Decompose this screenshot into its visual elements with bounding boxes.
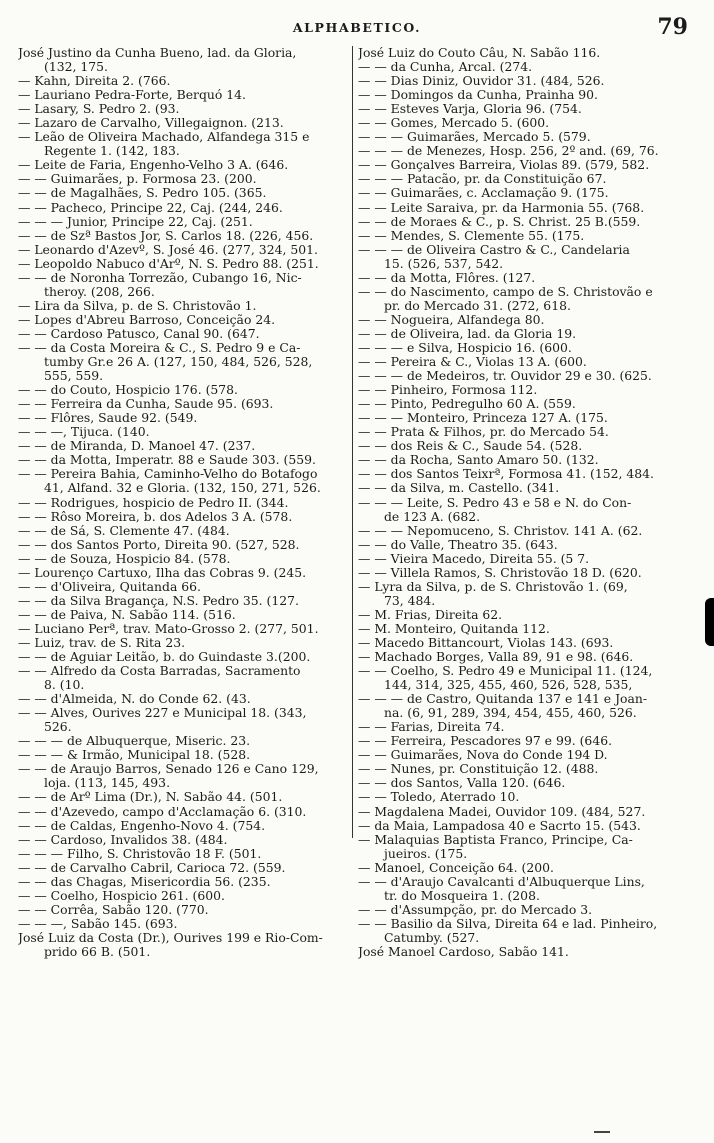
directory-entry-line: — — dos Santos, Valla 120. (646. [358,775,566,791]
directory-entry-line: — Lopes d'Abreu Barroso, Conceição 24. [18,311,276,327]
directory-entry-line: — — Guimarães, c. Acclamação 9. (175. [358,185,609,201]
directory-entry-line: — — — Leite, S. Pedro 43 e 58 e N. do Con- [358,494,632,510]
directory-entry-line: — M. Frias, Direita 62. [358,606,503,622]
directory-entry-line: — Leopoldo Nabuco d'Arº, N. S. Pedro 88. (251. [18,255,319,271]
directory-entry-line: — — Leite Saraiva, pr. da Harmonia 55. (768. [358,199,645,215]
directory-entry-line: — Machado Borges, Valla 89, 91 e 98. (646. [358,649,634,665]
directory-entry-line: — — de Araujo Barros, Senado 126 e Cano 129, [18,761,319,777]
directory-entry-line: — — de Caldas, Engenho-Novo 4. (754. [18,817,266,833]
directory-entry-line: de 123 A. (682. [384,508,481,524]
directory-entry-line: — Leite de Faria, Engenho-Velho 3 A. (646. [18,157,289,173]
directory-entry-line: José Justino da Cunha Bueno, lad. da Gloria, [18,46,297,60]
directory-entry-line: Regente 1. (142, 183. [44,143,180,159]
directory-entry-line: — — Basilio da Silva, Direita 64 e lad. Pinheiro, [358,915,658,931]
directory-entry-line: — — da Motta, Imperatr. 88 e Saude 303. (559. [18,452,316,468]
directory-entry-line: — — de Aguiar Leitão, b. do Guindaste 3.(200. [18,649,311,665]
directory-entry-line: — M. Monteiro, Quitanda 112. [358,620,550,636]
ink-mark [594,1131,610,1133]
directory-entry-line: tr. do Mosqueira 1. (208. [384,887,540,903]
directory-entry-line: — — do Couto, Hospicio 176. (578. [18,382,238,398]
running-title: ALPHABETICO. [292,20,422,35]
directory-entry-line: — — d'Assumpção, pr. do Mercado 3. [358,901,593,917]
directory-entry-line: — — do Valle, Theatro 35. (643. [358,536,558,552]
directory-entry-line: — — Guimarães, Nova do Conde 194 D. [358,747,608,763]
directory-entry-line: — — da Rocha, Santo Amaro 50. (132. [358,452,599,468]
directory-entry-line: — — Prata & Filhos, pr. do Mercado 54. [358,424,609,440]
directory-entry-line: José Luiz da Costa (Dr.), Ourives 199 e Rio-Com- [18,929,323,945]
directory-entry-line: — — — de Albuquerque, Miseric. 23. [18,733,251,749]
directory-entry-line: — — Ferreira da Cunha, Saude 95. (693. [18,396,274,412]
directory-entry-line: — — — de Menezes, Hosp. 256, 2º and. (69, 76. [358,143,659,159]
directory-entry-line: — — da Silva, m. Castello. (341. [358,480,560,496]
directory-entry-line: — — d'Araujo Cavalcanti d'Albuquerque Lins, [358,873,645,889]
directory-entry-line: 555, 559. [44,368,104,384]
directory-entry-line: — — dos Reis & C., Saude 54. (528. [358,438,583,454]
directory-entry-line: — — de Magalhães, S. Pedro 105. (365. [18,185,267,201]
directory-entry-line: — — Cardoso Patusco, Canal 90. (647. [18,325,260,341]
directory-entry-line: — — Corrêa, Sabão 120. (770. [18,901,209,917]
directory-entry-line: 15. (526, 537, 542. [384,255,504,271]
directory-entry-line: — Lira da Silva, p. de S. Christovão 1. [18,297,257,313]
page-number: 79 [657,14,688,40]
directory-entry-line: prido 66 B. (501. [44,944,151,959]
directory-entry-line: — — d'Almeida, N. do Conde 62. (43. [18,691,251,707]
directory-entry-line: jueiros. (175. [384,845,468,861]
directory-entry-line: José Manoel Cardoso, Sabão 141. [358,944,569,959]
directory-entry-line: — — Domingos da Cunha, Prainha 90. [358,87,598,103]
directory-entry-line: — — — Nepomuceno, S. Christov. 141 A. (62. [358,522,643,538]
binding-shadow-mark [705,598,714,646]
directory-entry-line: — — —, Tijuca. (140. [18,424,150,440]
directory-entry-line: — — Cardoso, Invalidos 38. (484. [18,831,228,847]
directory-entry-line: — — Pinto, Pedregulho 60 A. (559. [358,396,576,412]
directory-entry-line: (132, 175. [44,59,108,75]
directory-entry-line: — — — de Medeiros, tr. Ouvidor 29 e 30. (625. [358,368,652,384]
directory-entry-line: — — —, Sabão 145. (693. [18,915,178,931]
directory-entry-line: — Kahn, Direita 2. (766. [18,73,171,89]
directory-entry-line: — — de Noronha Torrezão, Cubango 16, Nic- [18,269,302,285]
directory-entry-line: — — — Patacão, pr. da Constituição 67. [358,171,607,187]
page-header [0,12,714,42]
directory-entry-line: — — Pereira & C., Violas 13 A. (600. [358,354,587,370]
directory-entry-line: 144, 314, 325, 455, 460, 526, 528, 535, [384,677,633,693]
directory-entry-line: — — — de Oliveira Castro & C., Candelaria [358,241,630,257]
directory-entry-line: — — de Sá, S. Clemente 47. (484. [18,522,230,538]
directory-entry-line: — — — Monteiro, Princeza 127 A. (175. [358,410,608,426]
directory-entry-line: — — Dias Diniz, Ouvidor 31. (484, 526. [358,73,605,89]
directory-entry-line: — — d'Azevedo, campo d'Acclamação 6. (310. [18,803,307,819]
directory-entry-line: — — — Junior, Principe 22, Caj. (251. [18,213,253,229]
directory-entry-line: — da Maia, Lampadosa 40 e Sacrto 15. (543. [358,817,641,833]
directory-entry-line: — — Flôres, Saude 92. (549. [18,410,198,426]
directory-entry-line: — Malaquias Baptista Franco, Principe, Ca- [358,831,633,847]
directory-entry-line: — — da Costa Moreira & C., S. Pedro 9 e Ca- [18,339,301,355]
directory-entry-line: — — Pinheiro, Formosa 112. [358,382,538,398]
directory-entry-line: — Luiz, trav. de S. Rita 23. [18,634,186,650]
directory-entry-line: — — Nogueira, Alfandega 80. [358,311,545,327]
directory-entry-line: — Magdalena Madei, Ouvidor 109. (484, 527. [358,803,646,819]
directory-entry-line: José Luiz do Couto Câu, N. Sabão 116. [358,46,601,60]
directory-entry-line: — Lauriano Pedra-Forte, Berquó 14. [18,87,246,103]
directory-entry-line: — — — de Castro, Quitanda 137 e 141 e Joan- [358,691,648,707]
directory-entry-line: — — de Miranda, D. Manoel 47. (237. [18,438,256,454]
directory-entry-line: — — Rôso Moreira, b. dos Adelos 3 A. (578. [18,508,293,524]
directory-entry-line: — — das Chagas, Misericordia 56. (235. [18,873,271,889]
directory-entry-line: loja. (113, 145, 493. [44,775,171,791]
directory-entry-line: — — Guimarães, p. Formosa 23. (200. [18,171,257,187]
directory-entry-line: — — Farias, Direita 74. [358,719,505,735]
directory-entry-line: — — do Nascimento, campo de S. Christovão e [358,283,653,299]
directory-entry-line: — — de Oliveira, lad. da Gloria 19. [358,325,577,341]
column-divider [352,46,353,838]
directory-entry-line: — — Esteves Varja, Gloria 96. (754. [358,101,582,117]
directory-entry-line: — — de Moraes & C., p. S. Christ. 25 B.(559. [358,213,641,229]
directory-entry-line: — Leonardo d'Azevº, S. José 46. (277, 324, 501. [18,241,318,257]
directory-entry-line: — — Villela Ramos, S. Christovão 18 D. (620. [358,564,642,580]
directory-entry-line: — Luciano Perª, trav. Mato-Grosso 2. (277, 501. [18,620,319,636]
directory-entry-line: — — Pereira Bahia, Caminho-Velho do Botafogo [18,466,318,482]
directory-entry-line: 41, Alfand. 32 e Gloria. (132, 150, 271, 526. [44,480,321,496]
directory-entry-line: — — d'Oliveira, Quitanda 66. [18,578,201,594]
left-column [18,46,348,959]
directory-entry-line: — — Vieira Macedo, Direita 55. (5 7. [358,550,590,566]
directory-entry-line: pr. do Mercado 31. (272, 618. [384,297,571,313]
directory-entry-line: — — Coelho, Hospicio 261. (600. [18,887,225,903]
directory-entry-line: — — de Szª Bastos Jor, S. Carlos 18. (226, 456. [18,227,314,243]
directory-entry-line: — Manoel, Conceição 64. (200. [358,859,554,875]
directory-entry-line: 73, 484. [384,592,436,608]
right-column [358,46,704,959]
directory-entry-line: — — dos Santos Teixrª, Formosa 41. (152, 484. [358,466,655,482]
directory-entry-line: 526. [44,719,72,735]
directory-entry-line: — — Alfredo da Costa Barradas, Sacramento [18,663,301,679]
directory-entry-line: theroy. (208, 266. [44,283,155,299]
directory-entry-line: 8. (10. [44,677,85,693]
directory-entry-line: Catumby. (527. [384,929,480,945]
directory-entry-line: — Lazaro de Carvalho, Villegaignon. (213. [18,115,284,131]
directory-entry-line: — — — & Irmão, Municipal 18. (528. [18,747,251,763]
directory-entry-line: — — — Filho, S. Christovão 18 F. (501. [18,845,262,861]
directory-entry-line: — Lourenço Cartuxo, Ilha das Cobras 9. (245. [18,564,307,580]
directory-entry-line: — — de Souza, Hospicio 84. (578. [18,550,231,566]
directory-entry-line: — — Pacheco, Principe 22, Caj. (244, 246. [18,199,283,215]
directory-entry-line: — — da Silva Bragança, N.S. Pedro 35. (127. [18,592,299,608]
directory-entry-line: — — Mendes, S. Clemente 55. (175. [358,227,585,243]
directory-entry-line: — — Ferreira, Pescadores 97 e 99. (646. [358,733,613,749]
directory-entry-line: — — Coelho, S. Pedro 49 e Municipal 11. (124, [358,663,653,679]
directory-entry-line: — Leão de Oliveira Machado, Alfandega 315 e [18,129,310,145]
directory-entry-line: — — Nunes, pr. Constituição 12. (488. [358,761,599,777]
directory-entry-line: — — Gomes, Mercado 5. (600. [358,115,550,131]
directory-columns [18,46,702,1106]
directory-entry-line: — — da Cunha, Arcal. (274. [358,59,533,75]
directory-entry-line: — — — Guimarães, Mercado 5. (579. [358,129,591,145]
directory-entry-line: — — de Carvalho Cabril, Carioca 72. (559. [18,859,286,875]
directory-entry-line: — — Toledo, Aterrado 10. [358,789,520,805]
directory-entry-line: — — de Arº Lima (Dr.), N. Sabão 44. (501. [18,789,283,805]
directory-entry-line: — — Alves, Ourives 227 e Municipal 18. (343, [18,705,307,721]
directory-entry-line: — — de Paiva, N. Sabão 114. (516. [18,606,236,622]
directory-entry-line: tumby Gr.e 26 A. (127, 150, 484, 526, 528, [44,354,313,370]
directory-entry-line: — Lasary, S. Pedro 2. (93. [18,101,180,117]
directory-entry-line: — — Gonçalves Barreira, Violas 89. (579, 582. [358,157,650,173]
directory-entry-line: — Lyra da Silva, p. de S. Christovão 1. (69, [358,578,628,594]
directory-entry-line: — — da Motta, Flôres. (127. [358,269,536,285]
directory-entry-line: — — — e Silva, Hospicio 16. (600. [358,339,572,355]
directory-entry-line: — — Rodrigues, hospicio de Pedro II. (344. [18,494,289,510]
directory-entry-line: — Macedo Bittancourt, Violas 143. (693. [358,634,614,650]
directory-entry-line: na. (6, 91, 289, 394, 454, 455, 460, 526. [384,705,637,721]
directory-entry-line: — — dos Santos Porto, Direita 90. (527, 528. [18,536,300,552]
